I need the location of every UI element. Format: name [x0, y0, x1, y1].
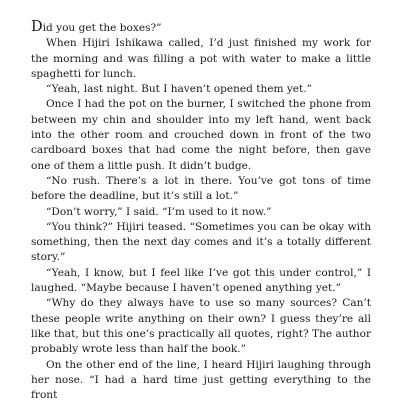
- drop-cap: D: [31, 19, 43, 35]
- paragraph: “You think?” Hijiri teased. “Sometimes you can be okay with something, then the next day comes and it’s a totally different story.”: [31, 220, 371, 264]
- paragraph: When Hijiri Ishikawa called, I’d just finished my work for the morning and was filling a pot with water to make a little spaghetti for lunch.: [31, 37, 371, 80]
- opening-paragraph: [31, 20, 371, 36]
- paragraph: “No rush. There’s a lot in there. You’ve got tons of time before the deadline, but it’s still a lot.”: [31, 174, 371, 203]
- paragraph: Once I had the pot on the burner, I switched the phone from between my chin and shoulder into my left hand, went back into the other room and crouched down in front of the two cardboard boxes that had come the night before, then gave one of them a little push. It didn’t budge.: [31, 98, 371, 172]
- opening-text: id you get the boxes?”: [42, 22, 162, 34]
- paragraph: “Why do they always have to use so many sources? Can’t these people write anything on their own? I guess they’re all like that, but this one’s practically all quotes, right? The author probably wrote less than half the book.”: [31, 297, 371, 356]
- paragraph: “Yeah, last night. But I haven’t opened them yet.”: [46, 83, 313, 96]
- paragraph: “Yeah, I know, but I feel like I’ve got this under control,” I laughed. “Maybe because I haven’t opened anything yet.”: [31, 266, 371, 295]
- paragraph: On the other end of the line, I heard Hijiri laughing through her nose. “I had a hard time just getting everything to the front: [31, 358, 371, 402]
- book-page: [31, 20, 371, 403]
- paragraph: “Don’t worry,” I said. “I’m used to it now.”: [46, 205, 272, 218]
